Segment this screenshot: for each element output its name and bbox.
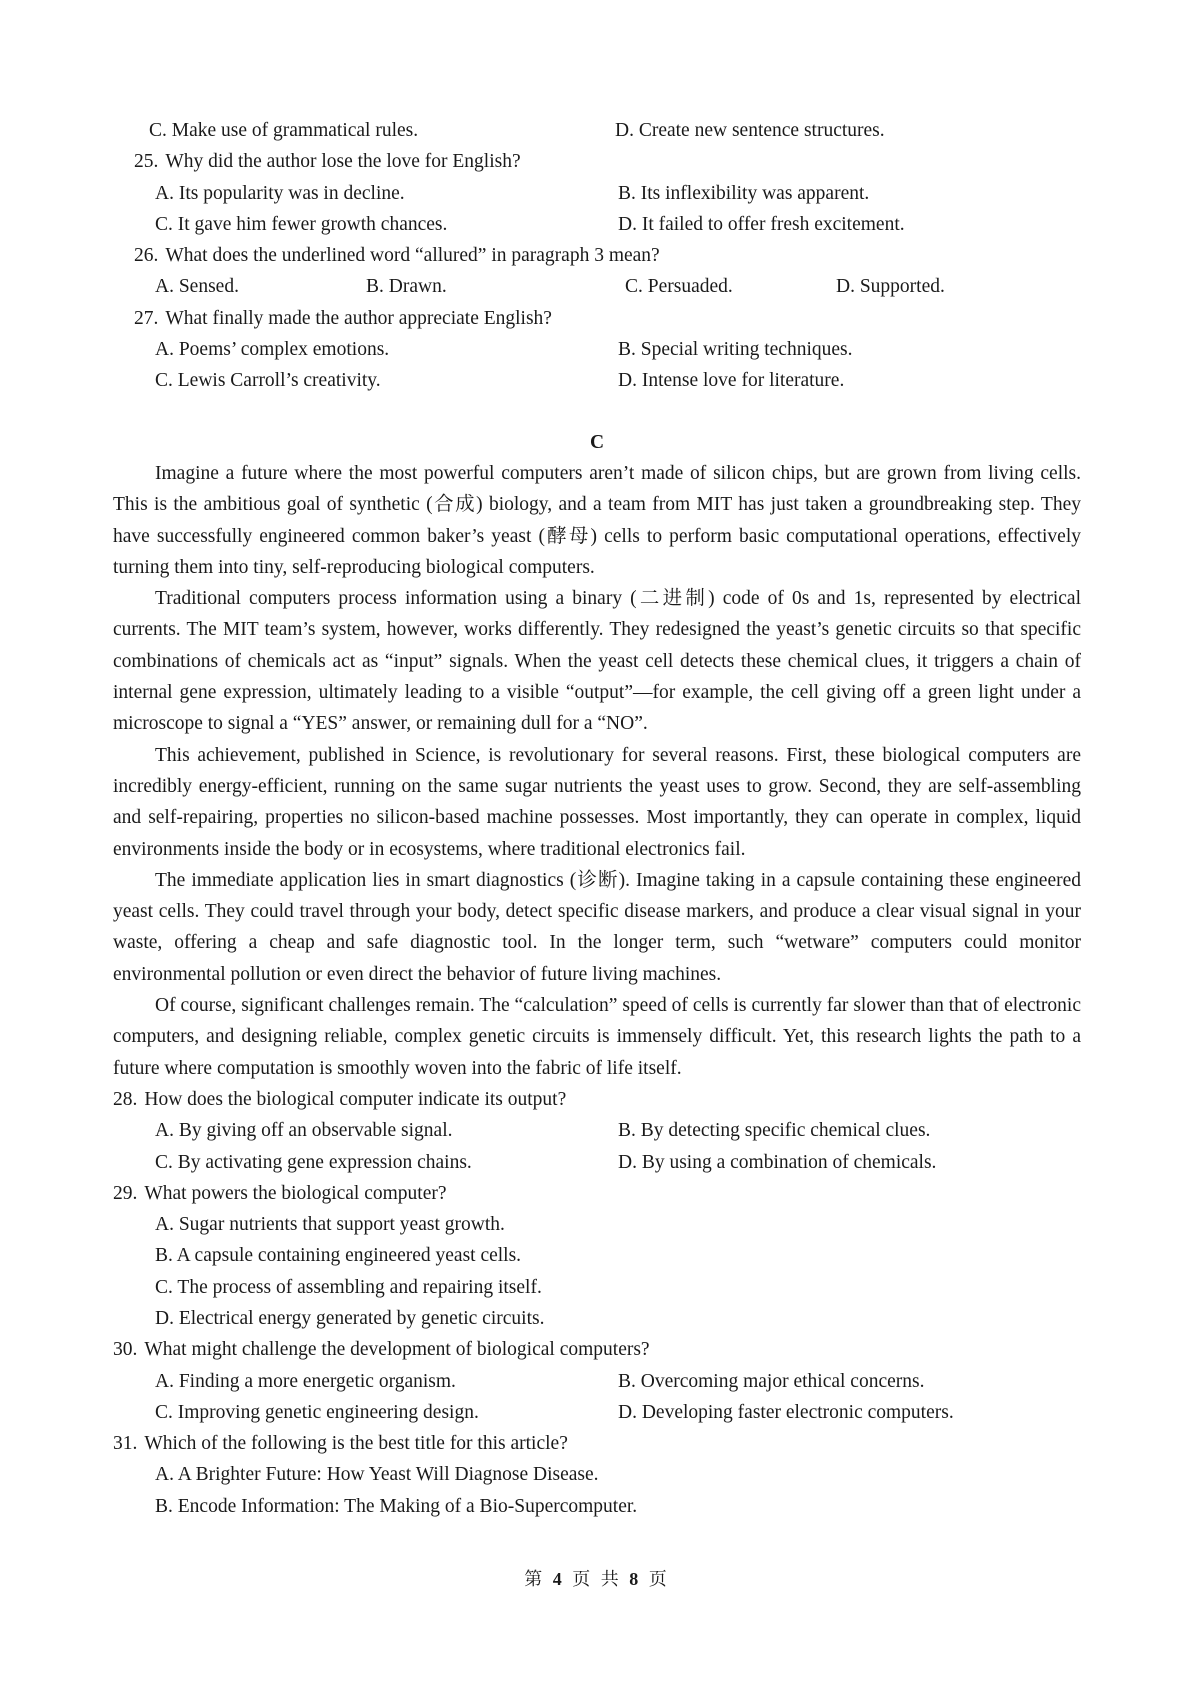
option-d: D. Electrical energy generated by genetic circuits. — [155, 1307, 545, 1329]
question-number: 26. — [134, 245, 159, 267]
question-number: 25. — [134, 151, 159, 173]
option-row — [113, 1147, 1081, 1178]
section-heading: C — [589, 431, 605, 453]
option-d: D. Developing faster electronic computers. — [618, 1401, 954, 1423]
option-b: B. Overcoming major ethical concerns. — [618, 1370, 925, 1392]
option-b: B. By detecting specific chemical clues. — [618, 1120, 931, 1142]
question-30 — [113, 1334, 1081, 1365]
option-a: A. Sugar nutrients that support yeast growth. — [155, 1214, 505, 1236]
question-stem: How does the biological computer indicate its output? — [144, 1088, 567, 1110]
page-footer — [0, 1565, 1191, 1591]
question-number: 29. — [113, 1182, 138, 1204]
question-stem: What finally made the author appreciate English? — [165, 307, 552, 329]
footer-page-number: 4 — [552, 1569, 562, 1589]
option-b: B. Its inflexibility was apparent. — [618, 182, 870, 204]
option-row — [113, 365, 1081, 396]
option-row — [113, 271, 1081, 302]
option-a: A. Sensed. — [155, 276, 239, 298]
option-row — [113, 1366, 1081, 1397]
passage-paragraph-2: Traditional computers process information using a binary (二进制) code of 0s and 1s, represented by electrical currents. The MIT team’s system, however, works differently. They redesigned the yeast’s genetic circuits so that specific combinations of chemicals act as “input” signals. When the yeast cell detects these chemical clues, it triggers a chain of internal gene expression, ultimately leading to a visible “output”—for example, the cell giving off a green light under a microscope to signal a “YES” answer, or remaining dull for a “NO”. — [113, 588, 1081, 735]
option-row — [113, 178, 1081, 209]
option-c: C. Persuaded. — [625, 276, 733, 298]
question-28 — [113, 1084, 1081, 1115]
question-stem: What powers the biological computer? — [144, 1182, 447, 1204]
footer-middle: 页 共 — [572, 1569, 619, 1589]
option-a: A. Finding a more energetic organism. — [155, 1370, 456, 1392]
footer-prefix: 第 — [524, 1569, 543, 1589]
question-stem: Why did the author lose the love for English? — [165, 151, 521, 173]
option-c: C. Improving genetic engineering design. — [155, 1401, 479, 1423]
question-number: 30. — [113, 1339, 138, 1361]
option-q24-d: D. Create new sentence structures. — [615, 120, 885, 141]
question-25 — [113, 146, 1081, 177]
question-26 — [113, 240, 1081, 271]
option-row — [113, 334, 1081, 365]
option-d: D. By using a combination of chemicals. — [618, 1151, 937, 1173]
option-a: A. Its popularity was in decline. — [155, 182, 405, 204]
option-c: C. Lewis Carroll’s creativity. — [155, 370, 381, 392]
option-b: B. Special writing techniques. — [618, 339, 853, 361]
question-stem: Which of the following is the best title for this article? — [144, 1433, 568, 1455]
option-a: A. By giving off an observable signal. — [155, 1120, 453, 1142]
option-b: B. Encode Information: The Making of a Bio-Supercomputer. — [155, 1495, 638, 1517]
question-number: 27. — [134, 307, 159, 329]
page-content — [113, 115, 1081, 1522]
option-row — [113, 1397, 1081, 1428]
option-q24-c: C. Make use of grammatical rules. — [149, 120, 419, 141]
footer-total-pages: 8 — [629, 1569, 639, 1589]
question-29 — [113, 1178, 1081, 1209]
passage-paragraph-3: This achievement, published in Science, is revolutionary for several reasons. First, these biological computers are incredibly energy-efficient, running on the same sugar nutrients the yeast uses to grow. Second, they are self-assembling and self-repairing, properties no silicon-based machine possesses. Most importantly, they can operate in complex, liquid environments inside the body or in ecosystems, where traditional electronics fail. — [113, 744, 1081, 860]
option-d: D. It failed to offer fresh excitement. — [618, 213, 905, 235]
option-c: C. By activating gene expression chains. — [155, 1151, 472, 1173]
option-row — [113, 1115, 1081, 1146]
option-row — [113, 209, 1081, 240]
question-stem: What might challenge the development of biological computers? — [144, 1339, 650, 1361]
option-b: B. A capsule containing engineered yeast cells. — [155, 1245, 522, 1267]
option-a: A. Poems’ complex emotions. — [155, 339, 390, 361]
option-c: C. The process of assembling and repairing itself. — [155, 1276, 542, 1298]
passage-paragraph-1: Imagine a future where the most powerful computers aren’t made of silicon chips, but are grown from living cells. This is the ambitious goal of synthetic (合成) biology, and a team from MIT has just taken a groundbreaking step. They have successfully engineered common baker’s yeast (酵母) cells to perform basic computational operations, effectively turning them into tiny, self-reproducing biological computers. — [113, 462, 1081, 578]
passage-paragraph-5: Of course, significant challenges remain. The “calculation” speed of cells is currently far slower than that of electronic computers, and designing reliable, complex genetic circuits is immensely difficult. Yet, this research lights the path to a future where computation is smoothly woven into the fabric of life itself. — [113, 995, 1081, 1079]
question-number: 28. — [113, 1088, 138, 1110]
question-31 — [113, 1428, 1081, 1459]
passage-paragraph-4: The immediate application lies in smart diagnostics (诊断). Imagine taking in a capsule containing these engineered yeast cells. They could travel through your body, detect specific disease markers, and produce a clear visual signal in your waste, offering a cheap and safe diagnostic tool. In the longer term, such “wetware” computers could monitor environmental pollution or even direct the behavior of future living machines. — [113, 869, 1081, 985]
question-number: 31. — [113, 1433, 138, 1455]
option-row-q24 — [113, 115, 1081, 146]
footer-suffix: 页 — [648, 1569, 667, 1589]
option-d: D. Intense love for literature. — [618, 370, 845, 392]
question-stem: What does the underlined word “allured” in paragraph 3 mean? — [165, 245, 660, 267]
option-d: D. Supported. — [836, 276, 945, 298]
option-a: A. A Brighter Future: How Yeast Will Diagnose Disease. — [155, 1464, 599, 1486]
option-c: C. It gave him fewer growth chances. — [155, 213, 448, 235]
question-27 — [113, 303, 1081, 334]
option-b: B. Drawn. — [366, 276, 447, 298]
